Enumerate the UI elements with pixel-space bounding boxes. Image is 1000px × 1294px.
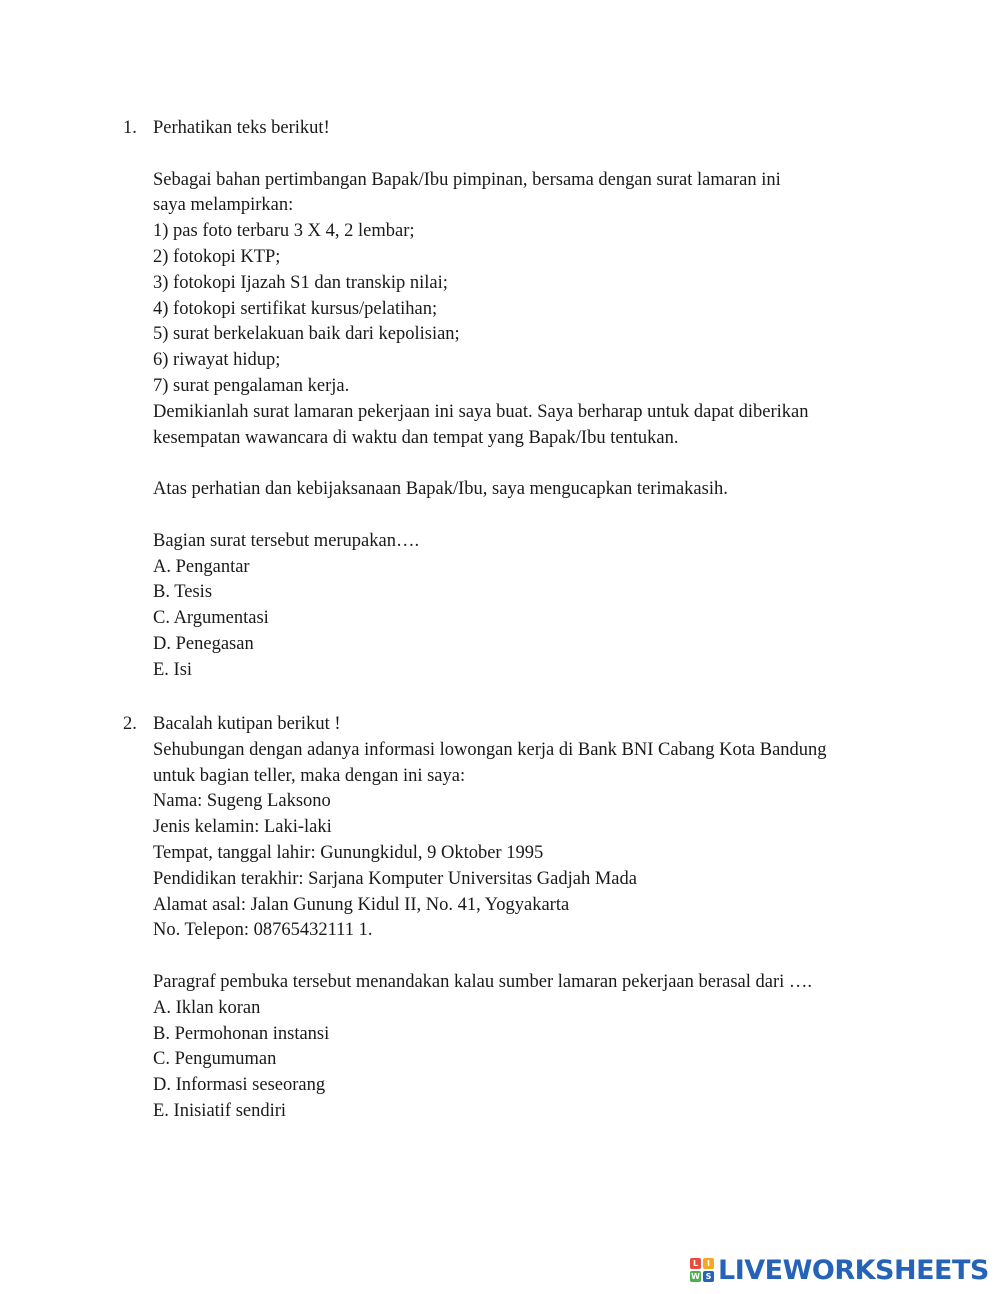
excerpt-line: 6) riwayat hidup; <box>153 350 281 371</box>
excerpt-line: Sebagai bahan pertimbangan Bapak/Ibu pimpinan, bersama dengan surat lamaran ini <box>153 169 781 190</box>
excerpt-line: 7) surat pengalaman kerja. <box>153 375 350 396</box>
answer-option[interactable]: C. Pengumuman <box>153 1049 277 1070</box>
question-stem: Bagian surat tersebut merupakan…. <box>153 530 420 551</box>
question-prompt: Bacalah kutipan berikut ! <box>153 714 341 734</box>
logo-tile: I <box>703 1258 714 1269</box>
answer-option[interactable]: D. Penegasan <box>153 633 254 654</box>
excerpt-line: Jenis kelamin: Laki-laki <box>153 817 332 838</box>
answer-option[interactable]: A. Iklan koran <box>153 997 261 1018</box>
excerpt-line: Demikianlah surat lamaran pekerjaan ini saya buat. Saya berharap untuk dapat diberikan <box>153 401 809 422</box>
excerpt-line: Alamat asal: Jalan Gunung Kidul II, No. 41, Yogyakarta <box>153 894 570 915</box>
logo-tile: L <box>690 1258 701 1269</box>
answer-option[interactable]: B. Tesis <box>153 582 213 603</box>
excerpt-line: Tempat, tanggal lahir: Gunungkidul, 9 Oktober 1995 <box>153 842 544 863</box>
spacer <box>153 451 913 477</box>
answer-option[interactable]: C. Argumentasi <box>153 608 269 629</box>
logo-icon <box>690 1258 714 1282</box>
excerpt-line: Pendidikan terakhir: Sarjana Komputer Universitas Gadjah Mada <box>153 868 637 889</box>
spacer <box>153 503 913 529</box>
excerpt-line: 1) pas foto terbaru 3 X 4, 2 lembar; <box>153 221 415 242</box>
excerpt-line: Sehubungan dengan adanya informasi lowongan kerja di Bank BNI Cabang Kota Bandung <box>153 739 827 760</box>
question-number: 1. <box>123 118 137 138</box>
excerpt-line: 4) fotokopi sertifikat kursus/pelatihan; <box>153 298 438 319</box>
excerpt-line: untuk bagian teller, maka dengan ini saya: <box>153 765 466 786</box>
excerpt-line: 5) surat berkelakuan baik dari kepolisian; <box>153 324 460 345</box>
answer-option[interactable]: A. Pengantar <box>153 556 250 577</box>
question-stem: Paragraf pembuka tersebut menandakan kalau sumber lamaran pekerjaan berasal dari …. <box>153 971 813 992</box>
excerpt-line: No. Telepon: 08765432111 1. <box>153 920 373 941</box>
answer-option[interactable]: D. Informasi seseorang <box>153 1075 326 1096</box>
answer-option[interactable]: E. Inisiatif sendiri <box>153 1100 287 1121</box>
answer-option[interactable]: E. Isi <box>153 659 193 680</box>
spacer <box>153 142 913 168</box>
excerpt-line: 3) fotokopi Ijazah S1 dan transkip nilai; <box>153 272 448 293</box>
question-body <box>153 116 913 684</box>
excerpt-line: 2) fotokopi KTP; <box>153 246 281 267</box>
question-body <box>153 712 913 1125</box>
answer-option[interactable]: B. Permohonan instansi <box>153 1023 330 1044</box>
excerpt-line: Atas perhatian dan kebijaksanaan Bapak/Ibu, saya mengucapkan terimakasih. <box>153 479 728 500</box>
excerpt-line: Nama: Sugeng Laksono <box>153 791 331 812</box>
logo-text: LIVEWORKSHEETS <box>718 1254 989 1286</box>
question-prompt: Perhatikan teks berikut! <box>153 118 330 138</box>
logo-tile: W <box>691 1272 700 1281</box>
spacer <box>153 944 913 970</box>
excerpt-line: saya melampirkan: <box>153 195 294 216</box>
logo-tile: S <box>703 1271 714 1282</box>
question-number: 2. <box>123 714 137 734</box>
liveworksheets-logo <box>690 1254 989 1286</box>
excerpt-line: kesempatan wawancara di waktu dan tempat yang Bapak/Ibu tentukan. <box>153 427 679 448</box>
